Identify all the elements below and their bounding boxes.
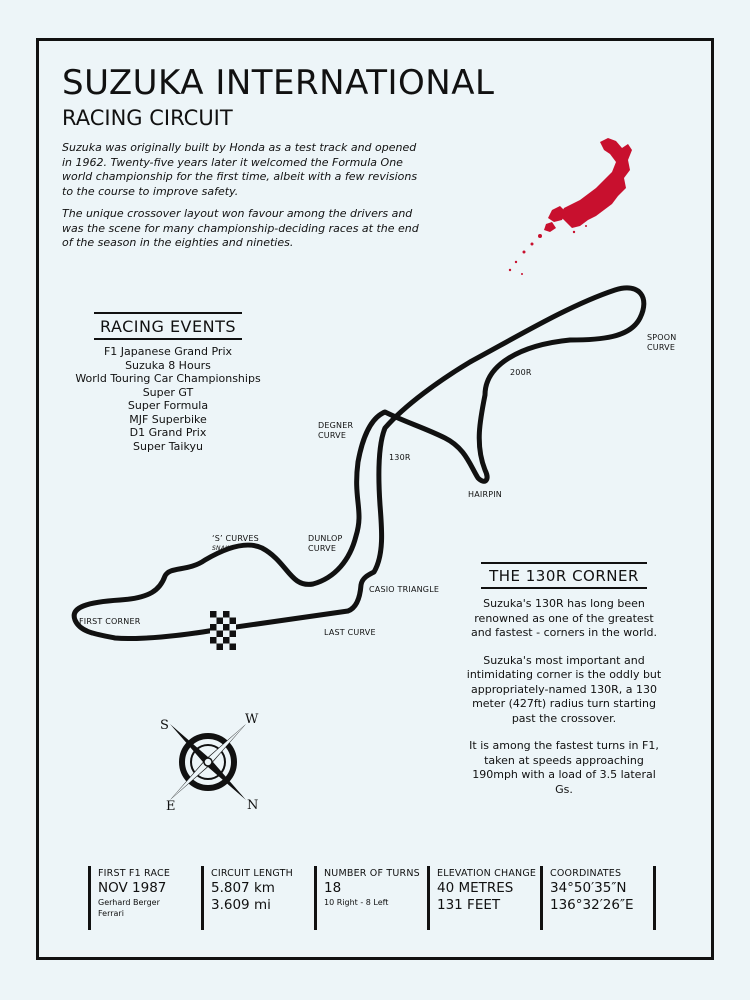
corner-paragraph: It is among the fastest turns in F1, taken at speeds approaching 190mph with a load of 3.5 lateral Gs. (469, 739, 659, 796)
stat-coordinates (540, 866, 653, 930)
label-200r: 200R (510, 368, 532, 377)
corner-paragraph: Suzuka's 130R has long been renowned as one of the greatest and fastest - corners in the world. (470, 597, 658, 639)
event-item: Super Formula (127, 399, 209, 412)
label-degner-curve (318, 421, 353, 441)
corner-130r-section (466, 562, 662, 810)
start-finish-flag-icon (210, 611, 236, 650)
label-s-curves (212, 534, 259, 554)
compass-north: N (247, 798, 259, 813)
stat-value: 136°32′26″E (550, 897, 634, 913)
label-s-curves-text: ‘S’ CURVES (212, 534, 259, 543)
stat-value: 5.807 km (211, 880, 275, 896)
stats-bar (88, 866, 658, 930)
stat-circuit-length (201, 866, 314, 930)
compass-east: E (166, 799, 176, 814)
corner-paragraph: Suzuka's most important and intimidating corner is the oddly but appropriately-named 130R, a 130 meter (427ft) radius turn starting past the crossover. (466, 653, 662, 725)
event-item: F1 Japanese Grand Prix (103, 345, 233, 358)
label-degner-line-2: CURVE (318, 431, 347, 440)
label-first-corner: FIRST CORNER (79, 617, 141, 626)
racing-events-list (60, 345, 276, 453)
label-spoon-line-1: SPOON (647, 333, 677, 342)
label-130r: 130R (389, 453, 411, 462)
stat-first-race (88, 866, 201, 930)
event-item: Super Taikyu (133, 439, 203, 453)
label-spoon-line-2: CURVE (647, 343, 676, 352)
event-item: D1 Grand Prix (129, 426, 207, 439)
racing-events-section (60, 312, 276, 453)
event-item: World Touring Car Championships (75, 372, 261, 385)
stat-label: NUMBER OF TURNS (324, 868, 420, 879)
stats-end-divider (653, 866, 656, 930)
corner-130r-text (466, 597, 662, 797)
event-item: Suzuka 8 Hours (125, 358, 211, 372)
label-last-curve: LAST CURVE (324, 628, 376, 637)
stat-value: 40 METRES (437, 880, 514, 896)
stat-value: 131 FEET (437, 897, 501, 913)
stat-value: 34°50′35″N (550, 880, 627, 896)
stat-value: 3.609 mi (211, 897, 271, 913)
page-subtitle: RACING CIRCUIT (62, 106, 233, 130)
corner-130r-heading: THE 130R CORNER (481, 562, 647, 589)
label-spoon-curve (647, 333, 676, 353)
japan-map-icon (509, 138, 632, 275)
stat-sub: Ferrari (98, 909, 124, 918)
label-dunlop-curve (308, 534, 343, 554)
compass-west: W (245, 712, 259, 727)
label-dunlop-line-2: CURVE (308, 544, 337, 553)
stat-label: CIRCUIT LENGTH (211, 868, 293, 879)
stat-label: FIRST F1 RACE (98, 868, 171, 879)
stat-sub: 10 Right - 8 Left (324, 898, 389, 907)
label-dunlop-line-1: DUNLOP (308, 534, 343, 543)
stat-number-of-turns (314, 866, 427, 930)
stat-value: NOV 1987 (98, 880, 167, 896)
label-degner-line-1: DEGNER (318, 421, 354, 430)
label-snake: SNAKE (212, 545, 234, 552)
event-item: MJF Superbike (129, 412, 207, 426)
label-casio-triangle: CASIO TRIANGLE (369, 585, 440, 594)
racing-events-heading: RACING EVENTS (94, 312, 242, 340)
stat-elevation-change (427, 866, 540, 930)
label-hairpin: HAIRPIN (468, 490, 502, 499)
stat-sub: Gerhard Berger (98, 898, 160, 907)
compass-icon (170, 724, 246, 800)
compass-south: S (160, 718, 169, 733)
page-title: SUZUKA INTERNATIONAL (62, 63, 495, 103)
intro-paragraph: The unique crossover layout won favour among the drivers and was the scene for many championship-deciding races at the end of the season in the eighties and nineties. (62, 207, 419, 249)
stat-label: ELEVATION CHANGE (437, 868, 537, 879)
intro-paragraph: Suzuka was originally built by Honda as a test track and opened in 1962. Twenty-five years later it welcomed the Formula One world championship for the first time, albeit with a few revisions to the course to improve safety. (62, 141, 418, 198)
event-item: Super GT (142, 385, 194, 399)
stat-value: 18 (324, 880, 342, 896)
stat-label: COORDINATES (550, 868, 622, 879)
